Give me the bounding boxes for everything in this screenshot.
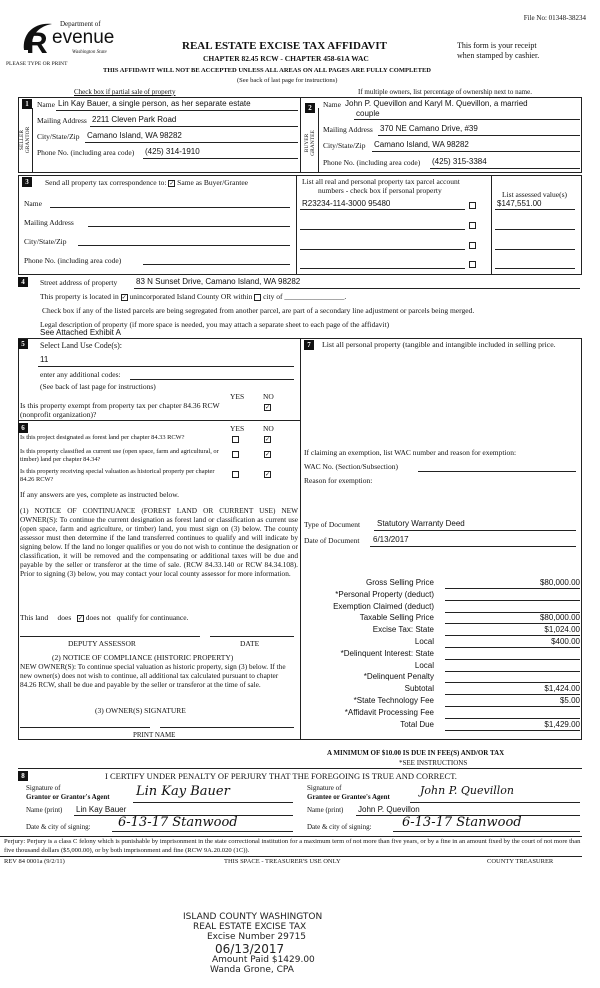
section-1-badge: 1 — [22, 99, 32, 109]
section-7-badge: 7 — [304, 340, 314, 350]
buyer-name-field[interactable]: John P. Quevillon and Karyl M. Quevillon, a married — [345, 99, 528, 108]
sec3-phone-field[interactable] — [143, 264, 290, 265]
buyer-address-label: Mailing Address — [323, 125, 373, 134]
grantee-date-city-field[interactable]: 6-13-17 Stanwood — [402, 815, 522, 830]
financial-value[interactable]: $80,000.00 — [445, 578, 580, 589]
property-location: This property is located in ✓ unincorporated Island County OR within city of ________________. — [40, 292, 347, 301]
current-use-question: Is this property classified as current use (open space, farm and agricultural, or timber) land per chapter 84.34? — [20, 448, 219, 463]
tax-correspondence: Send all property tax correspondence to: ✓ Same as Buyer/Grantee — [45, 178, 248, 187]
owner-signature-line[interactable] — [20, 727, 150, 728]
sig-of-label: Signature of — [307, 784, 342, 792]
same-as-buyer-checkbox[interactable]: ✓ — [169, 179, 175, 187]
seller-address-field[interactable]: 2211 Cleven Park Road — [92, 115, 177, 124]
financial-value[interactable]: $1,424.00 — [445, 684, 580, 695]
logo-dept: Department of — [60, 20, 101, 28]
legal-description-field[interactable]: See Attached Exhibit A — [40, 328, 121, 337]
grantor-date-city-field[interactable]: 6-13-17 Stanwood — [118, 815, 238, 830]
financial-value[interactable]: $1,024.00 — [445, 625, 580, 636]
financial-value[interactable] — [445, 661, 580, 672]
sec3-phone-label: Phone No. (including area code) — [24, 256, 122, 265]
reason-label: Reason for exemption: — [304, 476, 373, 485]
receipt-note-2: when stamped by cashier. — [457, 51, 540, 60]
assessed-field[interactable]: $147,551.00 — [497, 199, 542, 208]
grantor-signature[interactable]: Lin Kay Bauer — [136, 784, 230, 799]
parcel-field[interactable]: R23234-114-3000 95480 — [302, 199, 391, 208]
financial-value[interactable] — [445, 602, 580, 613]
print-name-label: PRINT NAME — [133, 731, 176, 739]
section-3-badge: 3 — [22, 177, 32, 187]
grantor-agent-label: Grantor or Grantor's Agent — [26, 793, 110, 801]
date-label: DATE — [240, 639, 260, 648]
financial-label: *State Technology Fee — [353, 696, 434, 705]
financial-value[interactable] — [445, 708, 580, 719]
sig-of-label: Signature of — [26, 784, 61, 792]
financial-label: *Affidavit Processing Fee — [344, 707, 434, 717]
assessed-header: List assessed value(s) — [502, 190, 567, 199]
doc-type-label: Type of Document — [304, 520, 361, 529]
buyer-name-label: Name — [323, 100, 341, 109]
financial-value[interactable] — [445, 590, 580, 601]
personal-property-checkbox[interactable] — [469, 222, 476, 229]
financial-value[interactable]: $400.00 — [445, 637, 580, 648]
name-print-label: Name (print) — [307, 806, 344, 814]
owner-signature-label: (3) OWNER(S) SIGNATURE — [95, 706, 186, 715]
date-city-label: Date & city of signing: — [26, 823, 91, 831]
wac-field[interactable] — [418, 471, 576, 472]
financial-value[interactable] — [445, 672, 580, 683]
multiple-owners-note: If multiple owners, list percentage of ownership next to name. — [358, 88, 532, 96]
notice-continuance: (1) NOTICE OF CONTINUANCE (FOREST LAND OR CURRENT USE) NEW OWNER(S): To continue the current designation as forest land or classification as current use (open space, farm and agriculture, or timber) land, you must sign on (3) below. The county assessor must then determine if the land transferred continues to qualify and will indicate by signing below. If the land no longer qualifies or you do not wish to continue the designation or classification, it will be removed and the compensating or additional taxes will be due and payable by the seller or transferor at the time of sale. (RCW 84.33.140 or RCW 84.34.108). Prior to signing (3) below, you may contact your local county assessor for more information. — [20, 506, 298, 578]
city-checkbox[interactable] — [254, 294, 261, 301]
financial-value[interactable]: $1,429.00 — [445, 720, 580, 731]
seller-name-label: Name — [37, 100, 55, 109]
seller-city-label: City/State/Zip — [37, 132, 80, 141]
buyer-address-field[interactable]: 370 NE Camano Drive, #39 — [380, 124, 478, 133]
partial-sale-checkbox-label[interactable]: Check box if partial sale of property — [74, 88, 176, 96]
stamp-line: ISLAND COUNTY WASHINGTON — [183, 912, 323, 922]
stamp-line: Excise Number 29715 — [207, 932, 307, 942]
deputy-assessor-label: DEPUTY ASSESSOR — [68, 639, 136, 648]
buyer-city-field[interactable]: Camano Island, WA 98282 — [374, 140, 469, 149]
svg-text:R: R — [26, 27, 48, 56]
forest-land-question: Is this project designated as forest land per chapter 84.33 RCW? — [20, 434, 185, 441]
buyer-city-label: City/State/Zip — [323, 141, 366, 150]
historic-yes-checkbox[interactable] — [232, 471, 239, 478]
financial-label: Local — [414, 637, 434, 646]
section-2-badge: 2 — [305, 103, 315, 113]
owner-signature-line[interactable] — [160, 727, 294, 728]
sec3-name-field[interactable] — [50, 207, 290, 208]
buyer-phone-field[interactable]: (425) 315-3384 — [432, 157, 487, 166]
seller-address-label: Mailing Address — [37, 116, 87, 125]
unincorporated-checkbox[interactable]: ✓ — [121, 293, 127, 301]
legal-description-label: Legal description of property (if more space is needed, you may attach a separate sheet to each page of the affidavit) — [40, 320, 390, 329]
personal-property-checkbox[interactable] — [469, 242, 476, 249]
financial-label: *Delinquent Interest: State — [340, 648, 434, 658]
grantee-name-field[interactable]: John P. Quevillon — [358, 805, 420, 814]
sec3-name-label: Name — [24, 199, 42, 208]
wac-label: WAC No. (Section/Subsection) — [304, 462, 398, 471]
financial-label: Gross Selling Price — [365, 578, 434, 587]
see-instructions: *SEE INSTRUCTIONS — [399, 759, 468, 767]
historic-question: Is this property receiving special valuation as historical property per chapter 84.26 RCW? — [20, 468, 215, 483]
personal-property-list-label: List all personal property (tangible and intangible included in selling price. — [322, 340, 556, 349]
does-not-checkbox[interactable]: ✓ — [77, 614, 83, 622]
doc-date-field[interactable]: 6/13/2017 — [373, 535, 409, 544]
forest-no-checkbox[interactable]: ✓ — [265, 435, 271, 443]
no-header: NO — [263, 392, 274, 401]
seller-name-field[interactable]: Lin Kay Bauer, a single person, as her separate estate — [58, 99, 251, 108]
seller-phone-label: Phone No. (including area code) — [37, 148, 135, 157]
section-8-badge: 8 — [18, 771, 28, 781]
buyer-grantee-label: BUYER GRANTEE — [304, 130, 316, 156]
financial-label: Total Due — [400, 719, 434, 729]
financial-label: *Personal Property (deduct) — [335, 589, 434, 599]
seller-phone-field[interactable]: (425) 314-1910 — [145, 147, 200, 156]
exempt-no-checkbox[interactable]: ✓ — [265, 403, 271, 411]
stamp-line: REAL ESTATE EXCISE TAX — [193, 922, 307, 932]
buyer-name-field-cont[interactable]: couple — [356, 109, 380, 118]
parcel-header: List all real and personal property tax parcel account — [302, 177, 460, 186]
section-4-badge: 4 — [18, 277, 28, 287]
historic-no-checkbox[interactable]: ✓ — [265, 470, 271, 478]
land-use-code-field[interactable]: 11 — [40, 355, 49, 364]
grantee-signature[interactable]: John P. Quevillon — [420, 784, 514, 797]
logo-name: evenue — [52, 27, 115, 48]
financial-value[interactable]: $80,000.00 — [445, 613, 580, 624]
financial-value[interactable] — [445, 649, 580, 660]
notice-compliance: NEW OWNER(S): To continue special valuation as historic property, sign (3) below. If the new owner(s) does not wish to continue, all additional tax calculated pursuant to chapter 84.26 RCW, shall be due and payable by the seller or transferor at the time of sale. — [20, 662, 286, 689]
form-title: REAL ESTATE EXCISE TAX AFFIDAVIT — [182, 40, 387, 52]
warning: THIS AFFIDAVIT WILL NOT BE ACCEPTED UNLESS ALL AREAS ON ALL PAGES ARE FULLY COMPLETED — [103, 67, 431, 74]
county-treasurer-label: COUNTY TREASURER — [487, 858, 554, 865]
seller-city-field[interactable]: Camano Island, WA 98282 — [87, 131, 182, 140]
doc-date-label: Date of Document — [304, 536, 360, 545]
doc-type-field[interactable]: Statutory Warranty Deed — [377, 519, 465, 528]
financial-label: Taxable Selling Price — [359, 613, 434, 623]
notice-compliance-title: (2) NOTICE OF COMPLIANCE (HISTORIC PROPERTY) — [52, 653, 234, 662]
financial-label: Local — [414, 660, 434, 670]
personal-property-checkbox[interactable] — [469, 261, 476, 268]
sec3-city-field[interactable] — [78, 245, 290, 246]
financial-value[interactable]: $5.00 — [445, 696, 580, 707]
forest-yes-checkbox[interactable] — [232, 436, 239, 443]
date-city-label: Date & city of signing: — [307, 823, 372, 831]
sec3-city-label: City/State/Zip — [24, 237, 67, 246]
exempt-question: Is this property exempt from property tax per chapter 84.36 RCW (nonprofit organization)? — [20, 401, 220, 419]
land-use-label: Select Land Use Code(s): — [40, 341, 122, 350]
current-use-no-checkbox[interactable]: ✓ — [265, 450, 271, 458]
section-5-badge: 5 — [18, 339, 28, 349]
seller-grantor-label: SELLER GRANTOR — [19, 126, 31, 154]
name-print-label: Name (print) — [26, 806, 63, 814]
if-yes-note: If any answers are yes, complete as instructed below. — [20, 490, 180, 499]
sec5-see-back: (See back of last page for instructions) — [40, 382, 156, 391]
street-label: Street address of property — [40, 278, 118, 287]
stamp-date: 06/13/2017 — [215, 942, 285, 956]
buyer-phone-label: Phone No. (including area code) — [323, 158, 421, 167]
additional-codes-label: enter any additional codes: — [40, 370, 121, 379]
financial-label: Subtotal — [404, 684, 434, 694]
financial-label: *Delinquent Penalty — [363, 672, 434, 682]
personal-property-checkbox[interactable] — [469, 202, 476, 209]
perjury-notice: Perjury: Perjury is a class C felony which is punishable by imprisonment in the state correctional institution for a maximum term of not more than five years, or by a fine in an amount fixed by the court of not more than five thousand dollars ($5,000.00), or by both imprisonment and fine (RCW 9A.20.020 (1C)). — [4, 838, 581, 854]
grantor-name-field[interactable]: Lin Kay Bauer — [76, 805, 127, 814]
additional-codes-field[interactable] — [130, 379, 294, 380]
form-chapter: CHAPTER 82.45 RCW - CHAPTER 458-61A WAC — [203, 54, 369, 63]
please-type: PLEASE TYPE OR PRINT — [6, 61, 68, 67]
street-address-field[interactable]: 83 N Sunset Drive, Camano Island, WA 98282 — [136, 277, 301, 286]
current-use-yes-checkbox[interactable] — [232, 451, 239, 458]
does-option[interactable]: does — [57, 613, 72, 622]
claiming-exemption-label: If claiming an exemption, list WAC number and reason for exemption: — [304, 448, 517, 457]
stamp-amount: Amount Paid $1429.00 — [212, 955, 315, 965]
deputy-assessor-line[interactable] — [20, 636, 200, 637]
revision: REV 84 0001a (9/2/11) — [4, 858, 65, 865]
grantee-agent-label: Grantee or Grantee's Agent — [307, 793, 390, 801]
file-number: File No: 01348-38234 — [523, 14, 586, 22]
no-header: NO — [263, 424, 274, 433]
section-6-badge: 6 — [18, 423, 28, 433]
financial-label: Excise Tax: State — [372, 625, 434, 635]
segregated-checkbox-label[interactable]: Check box if any of the listed parcels are being segregated from another parcel, are part of a secondary line adjustment or parcels being merged. — [42, 306, 475, 315]
minimum-due-note: A MINIMUM OF $10.00 IS DUE IN FEE(S) AND/OR TAX — [327, 749, 505, 757]
continuance-row: This land does ✓ does not qualify for continuance. — [20, 613, 189, 622]
yes-header: YES — [230, 392, 245, 401]
sec3-addr-label: Mailing Address — [24, 218, 74, 227]
see-back: (See back of last page for instructions) — [237, 77, 338, 84]
logo-state: Washington State — [72, 50, 107, 55]
certify-statement: I CERTIFY UNDER PENALTY OF PERJURY THAT THE FOREGOING IS TRUE AND CORRECT. — [105, 771, 457, 781]
assessor-date-line[interactable] — [210, 636, 294, 637]
stamp-signer: Wanda Grone, CPA — [210, 965, 294, 975]
financial-label: Exemption Claimed (deduct) — [333, 601, 434, 611]
sec3-addr-field[interactable] — [88, 226, 290, 227]
yes-header: YES — [230, 424, 245, 433]
parcel-header-2: numbers - check box if personal property — [318, 186, 442, 195]
treasurer-use-label: THIS SPACE - TREASURER'S USE ONLY — [224, 858, 341, 865]
receipt-note-1: This form is your receipt — [457, 41, 537, 50]
